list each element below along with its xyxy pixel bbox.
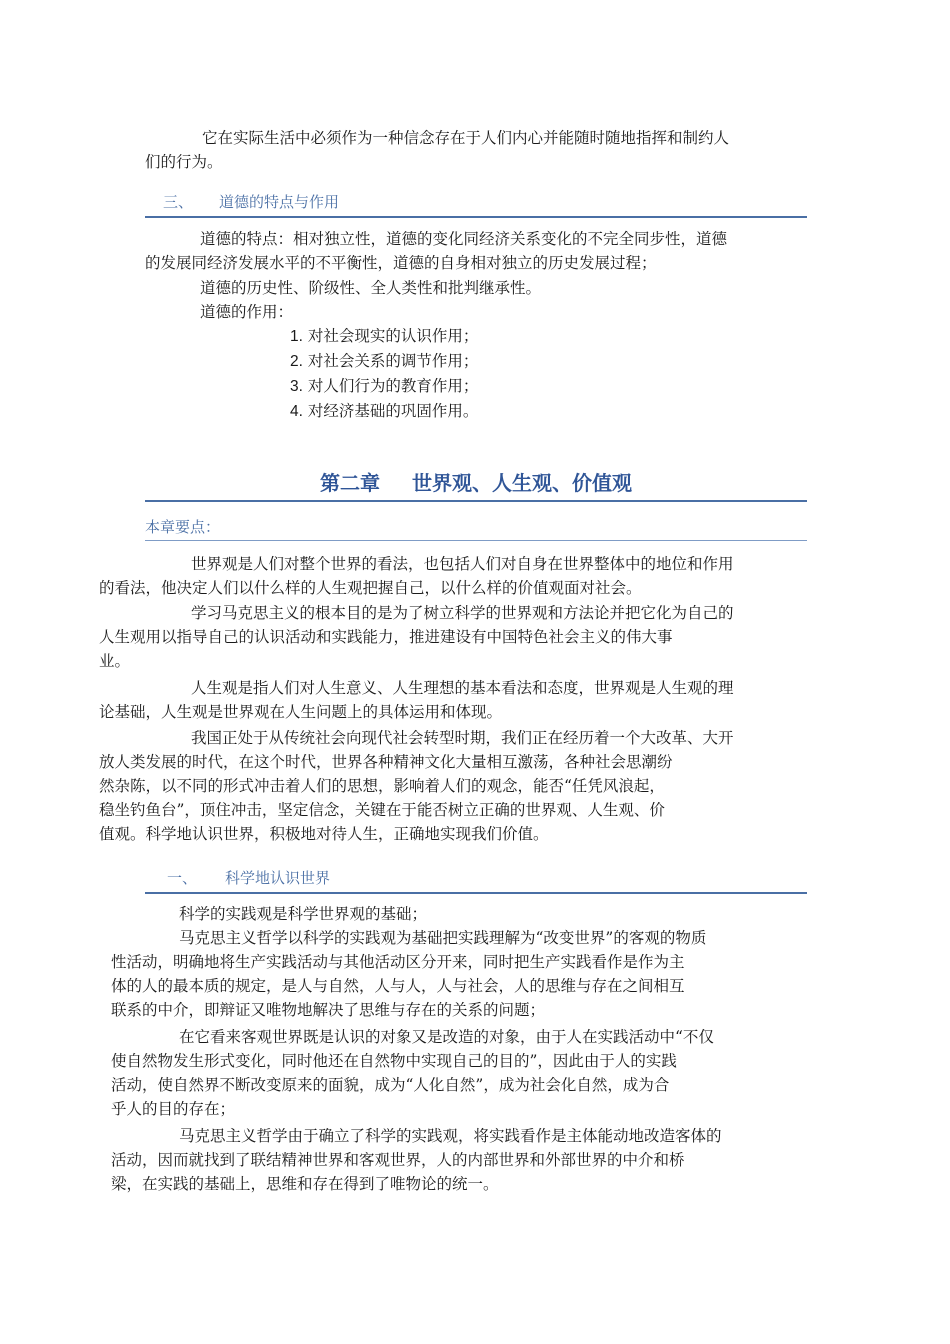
paragraph: 科学的实践观是科学世界观的基础； [179,905,428,923]
roles-label: 道德的作用： [200,303,294,321]
paragraph: 马克思主义哲学由于确立了科学的实践观，将实践看作是主体能动地改造客体的 活动，因而就找到了联结精神世界和客观世界，人的内部世界和外部世界的中介和桥 梁，在实践的基础上，思维和存在得到了唯物论的统一。 [111,1127,722,1193]
paragraph: 在它看来客观世界既是认识的对象又是改造的对象，由于人在实践活动中“不仅 使自然物发生形式变化，同时他还在自然物中实现自己的目的”，因此由于人的实践 活动，使自然界不断改变原来的面貌，成为“人化自然”，成为社会化自然，成为合 乎人的目的存在； [111,1028,714,1118]
section-heading-1 [145,866,807,894]
chapter-points-label: 本章要点： [145,516,807,541]
section-number: 三、 [163,193,194,211]
section-heading-3 [145,190,807,218]
paragraph: 马克思主义哲学以科学的实践观为基础把实践理解为“改变世界”的客观的物质 性活动，明确地将生产实践活动与其他活动区分开来，同时把生产实践看作是作为主 体的人的最本质的规定，是人与自然，人与人，人与社会，人的思维与存在之间相互 联系的中介，即辩证又唯物地解决了思维与存在的关系的问题； [111,929,707,1019]
section-title: 道德的特点与作用 [219,193,340,211]
paragraph: 世界观是人们对整个世界的看法，也包括人们对自身在世界整体中的地位和作用 的看法，他决定人们以什么样的人生观把握自己，以什么样的价值观面对社会。 [99,555,734,597]
list-item: 3. 对人们行为的教育作用； [290,377,479,395]
paragraph: 人生观是指人们对人生意义、人生理想的基本看法和态度，世界观是人生观的理 论基础，人生观是世界观在人生问题上的具体运用和体现。 [99,679,734,721]
list-item: 1. 对社会现实的认识作用； [290,327,479,345]
paragraph-top [145,126,807,150]
chapter-label: 第二章 [320,471,380,495]
list-item: 2. 对社会关系的调节作用； [290,352,479,370]
paragraph-top-cont: 们的行为。 [145,153,223,171]
paragraph: 学习马克思主义的根本目的是为了树立科学的世界观和方法论并把它化为自己的 人生观用以指导自己的认识活动和实践能力，推进建设有中国特色社会主义的伟大事 业。 [99,604,734,670]
section-title: 科学地认识世界 [225,869,331,887]
paragraph: 我国正处于从传统社会向现代社会转型时期，我们正在经历着一个大改革、大开 放人类发展的时代，在这个时代，世界各种精神文化大量相互激荡，各种社会思潮纷 然杂陈，以不同的形式冲击着人们的思想，影响着人们的观念，能否“任凭风浪起， 稳坐钓鱼台”，顶住冲击，坚定信念，关键在于能否树立正确的世界观、人生观、价 值观。科学地认识世界，积极地对待人生，正确地实现我们价值。 [99,729,734,843]
chapter-title: 世界观、人生观、价值观 [412,471,632,495]
paragraph-line: 它在实际生活中必须作为一种信念存在于人们内心并能随时随地指挥和制约人 [202,129,730,147]
features-line-3: 道德的历史性、阶级性、全人类性和批判继承性。 [200,279,542,297]
chapter-heading [145,468,807,502]
features-line-1: 道德的特点：相对独立性，道德的变化同经济关系变化的不完全同步性，道德 [200,230,728,248]
section-number: 一、 [167,869,198,887]
list-item: 4. 对经济基础的巩固作用。 [290,402,479,420]
features-line-2: 的发展同经济发展水平的不平衡性，道德的自身相对独立的历史发展过程； [145,254,657,272]
